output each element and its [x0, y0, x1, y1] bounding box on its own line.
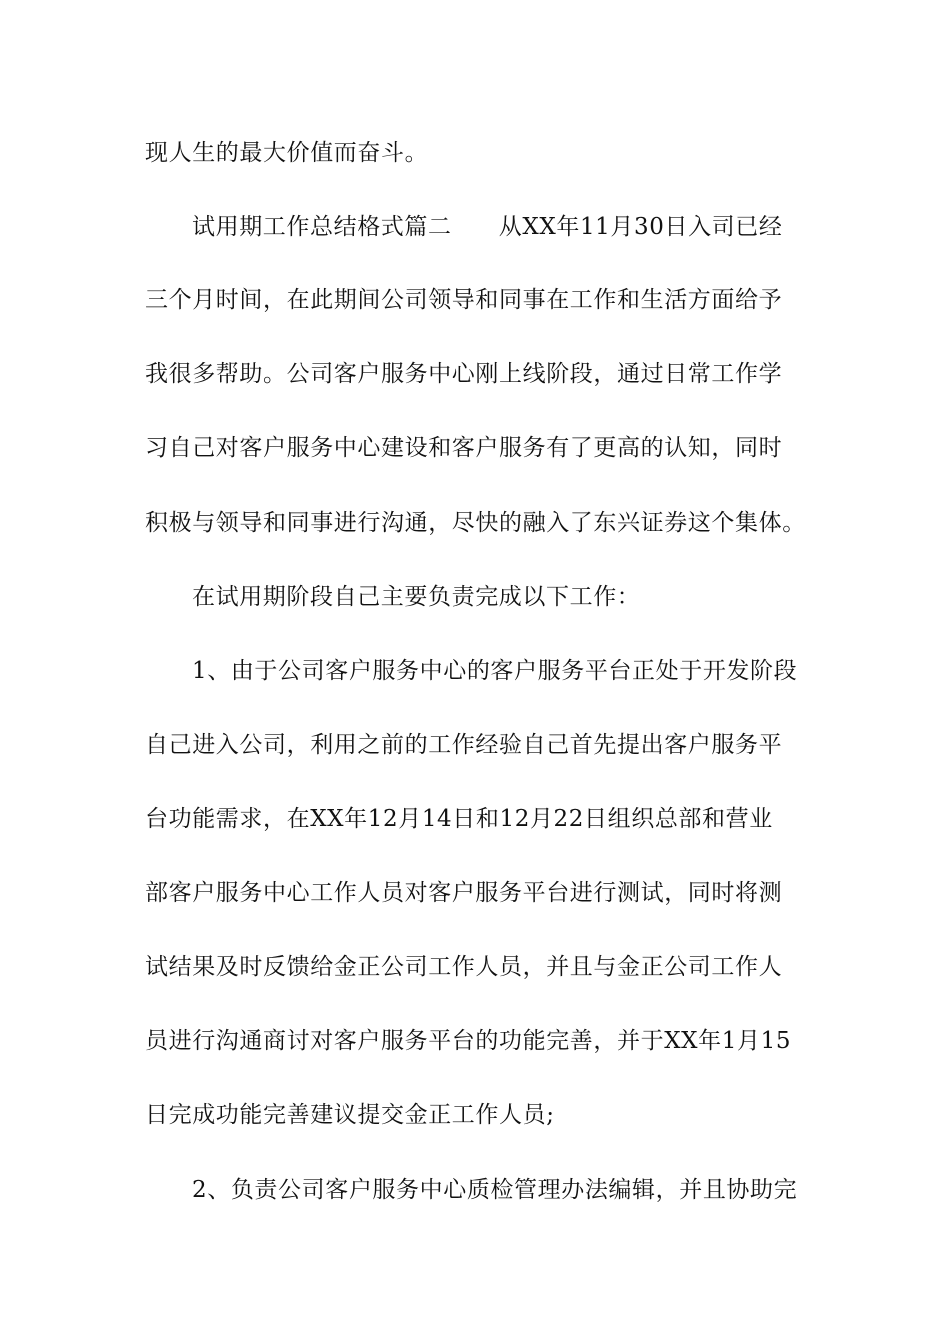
text-line: 积极与领导和同事进行沟通，尽快的融入了东兴证券这个集体。 [145, 510, 806, 536]
text-line: 2、负责公司客户服务中心质检管理办法编辑，并且协助完 [192, 1177, 798, 1203]
text-line: 现人生的最大价值而奋斗。 [145, 140, 429, 166]
text-line: 日完成功能完善建议提交金正工作人员; [145, 1102, 555, 1128]
text-line: 三个月时间，在此期间公司领导和同事在工作和生活方面给予 [145, 287, 783, 313]
text-line: 我很多帮助。公司客户服务中心刚上线阶段，通过日常工作学 [145, 361, 783, 387]
text-line: 自己进入公司，利用之前的工作经验自己首先提出客户服务平 [145, 732, 783, 758]
text-line: 部客户服务中心工作人员对客户服务平台进行测试，同时将测 [145, 880, 783, 906]
text-line: 在试用期阶段自己主要负责完成以下工作： [192, 584, 641, 610]
text-line: 1、由于公司客户服务中心的客户服务平台正处于开发阶段 [192, 658, 798, 684]
text-line: 习自己对客户服务中心建设和客户服务有了更高的认知，同时 [145, 435, 783, 461]
text-line: 台功能需求，在XX年12月14日和12月22日组织总部和营业 [145, 806, 773, 832]
text-line: 员进行沟通商讨对客户服务平台的功能完善，并于XX年1月15 [145, 1028, 792, 1054]
text-line: 试用期工作总结格式篇二 从XX年11月30日入司已经 [192, 214, 783, 240]
text-line: 试结果及时反馈给金正公司工作人员，并且与金正公司工作人 [145, 954, 783, 980]
